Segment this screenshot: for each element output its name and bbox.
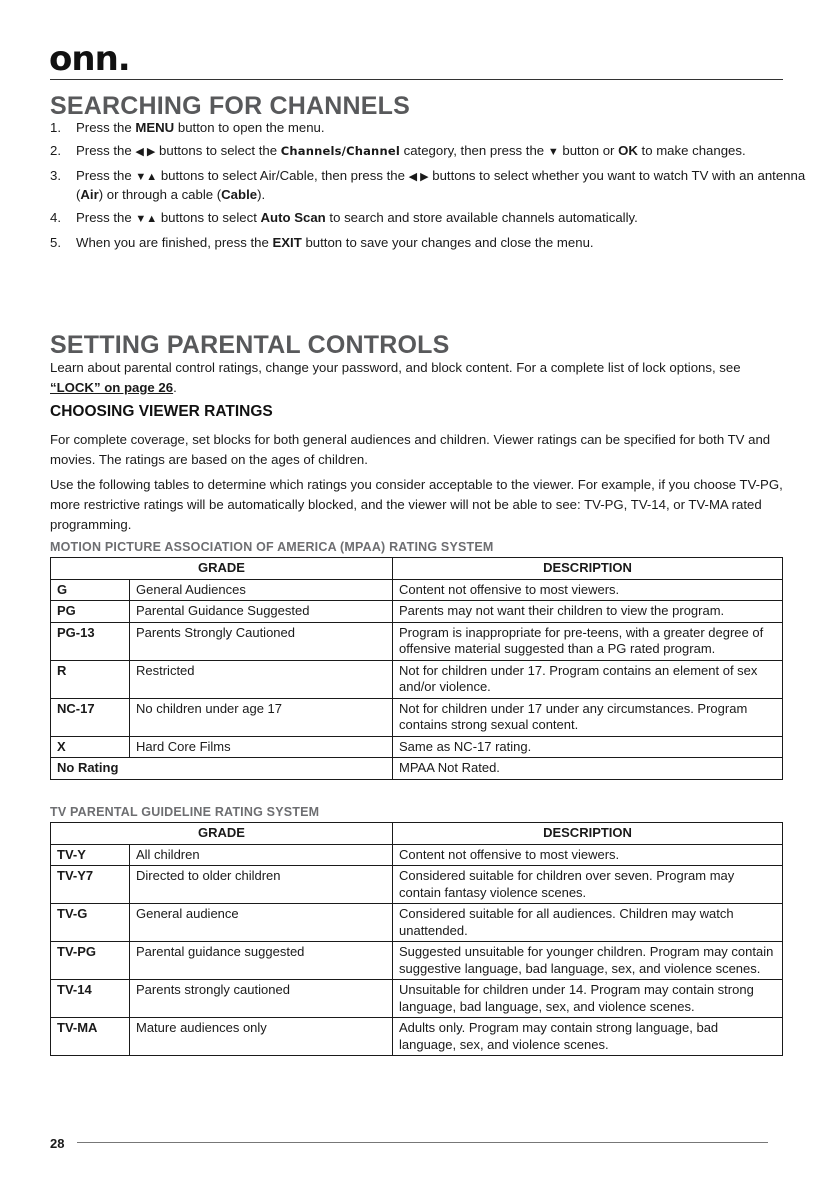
- grade-cell: No Rating: [51, 758, 393, 780]
- tv-table-caption: TV PARENTAL GUIDELINE RATING SYSTEM: [50, 805, 320, 819]
- grade-cell: PG-13: [51, 622, 130, 660]
- description-cell: Content not offensive to most viewers.: [393, 844, 783, 866]
- cable-option: Cable: [221, 187, 258, 202]
- grade-cell: TV-G: [51, 904, 130, 942]
- parental-intro: Learn about parental control ratings, change your password, and block content. For a complete list of lock options, see “LOCK” on page 26.: [50, 360, 741, 395]
- table-row: [51, 942, 783, 980]
- section-title-parental-controls: SETTING PARENTAL CONTROLS: [50, 331, 450, 359]
- meaning-cell: Directed to older children: [130, 866, 393, 904]
- auto-scan-option: Auto Scan: [260, 210, 326, 225]
- table-row: [51, 660, 783, 698]
- table-row: [51, 1018, 783, 1056]
- footer-divider: [77, 1142, 768, 1143]
- table-row: [51, 980, 783, 1018]
- ok-key: OK: [618, 143, 638, 158]
- air-option: Air: [80, 187, 99, 202]
- step-number: 5.: [50, 235, 61, 250]
- description-cell: MPAA Not Rated.: [393, 758, 783, 780]
- meaning-cell: Parental Guidance Suggested: [130, 601, 393, 623]
- meaning-cell: General Audiences: [130, 579, 393, 601]
- table-row: [51, 622, 783, 660]
- step-number: 1.: [50, 120, 61, 135]
- grade-cell: TV-Y: [51, 844, 130, 866]
- grade-cell: R: [51, 660, 130, 698]
- grade-cell: G: [51, 579, 130, 601]
- meaning-cell: Hard Core Films: [130, 736, 393, 758]
- channels-menu-label: Channels/Channel: [280, 144, 400, 158]
- meaning-cell: Restricted: [130, 660, 393, 698]
- step-1: 1. Press the MENU button to open the menu.: [50, 120, 325, 135]
- down-up-arrows-icon: ▼▲: [135, 171, 158, 183]
- grade-cell: PG: [51, 601, 130, 623]
- table-row: [51, 866, 783, 904]
- channel-steps-list: [50, 119, 810, 257]
- step-number: 4.: [50, 210, 61, 225]
- table-row: [51, 579, 783, 601]
- section-title-searching-channels: SEARCHING FOR CHANNELS: [50, 92, 410, 120]
- description-cell: Content not offensive to most viewers.: [393, 579, 783, 601]
- table-row: [51, 904, 783, 942]
- grade-cell: TV-14: [51, 980, 130, 1018]
- step-number: 2.: [50, 143, 61, 158]
- table-header-row: [51, 823, 783, 845]
- step-4: 4. Press the ▼▲ buttons to select Auto Scan to search and store available channels automatically.: [50, 209, 810, 228]
- meaning-cell: Parents Strongly Cautioned: [130, 622, 393, 660]
- description-header: DESCRIPTION: [393, 558, 783, 580]
- step-5: 5. When you are finished, press the EXIT button to save your changes and close the menu.: [50, 235, 594, 250]
- meaning-cell: Mature audiences only: [130, 1018, 393, 1056]
- exit-key: EXIT: [272, 235, 302, 250]
- description-cell: Same as NC-17 rating.: [393, 736, 783, 758]
- menu-key: MENU: [135, 120, 175, 135]
- left-right-arrows-icon: ◀ ▶: [408, 171, 429, 183]
- description-cell: Suggested unsuitable for younger children. Program may contain suggestive language, bad language, sex, and violence scenes.: [393, 942, 783, 980]
- table-row: [51, 736, 783, 758]
- description-cell: Unsuitable for children under 14. Program may contain strong language, bad language, sex, and violence scenes.: [393, 980, 783, 1018]
- left-right-arrows-icon: ◀ ▶: [135, 146, 156, 158]
- description-cell: Not for children under 17. Program contains an element of sex and/or violence.: [393, 660, 783, 698]
- description-cell: Considered suitable for all audiences. Children may watch unattended.: [393, 904, 783, 942]
- down-arrow-icon: ▼: [547, 146, 559, 158]
- tv-rating-table: [50, 822, 783, 1056]
- page-number: 28: [50, 1136, 65, 1151]
- coverage-paragraph: For complete coverage, set blocks for both general audiences and children. Viewer ratings can be specified for both TV and movies. The ratings are based on the ages of children.: [50, 432, 771, 467]
- grade-header: GRADE: [51, 558, 393, 580]
- step-2: 2. Press the ◀ ▶ buttons to select the Channels/Channel category, then press the ▼ button or OK to make changes.: [50, 142, 810, 161]
- grade-cell: NC-17: [51, 698, 130, 736]
- header-divider: [50, 79, 783, 80]
- subtitle-viewer-ratings: CHOOSING VIEWER RATINGS: [50, 403, 273, 420]
- meaning-cell: All children: [130, 844, 393, 866]
- step-3: 3. Press the ▼▲ buttons to select Air/Cable, then press the ◀ ▶ buttons to select whether you want to watch TV with an antenna (Air) or through a cable (Cable).: [50, 168, 806, 202]
- table-row: [51, 698, 783, 736]
- mpaa-table-caption: MOTION PICTURE ASSOCIATION OF AMERICA (MPAA) RATING SYSTEM: [50, 540, 494, 554]
- step-number: 3.: [50, 168, 61, 183]
- description-cell: Considered suitable for children over seven. Program may contain fantasy violence scenes.: [393, 866, 783, 904]
- description-cell: Not for children under 17 under any circumstances. Program contains strong sexual content.: [393, 698, 783, 736]
- table-header-row: [51, 558, 783, 580]
- description-cell: Parents may not want their children to view the program.: [393, 601, 783, 623]
- grade-cell: TV-MA: [51, 1018, 130, 1056]
- grade-cell: TV-Y7: [51, 866, 130, 904]
- meaning-cell: No children under age 17: [130, 698, 393, 736]
- table-row: [51, 601, 783, 623]
- mpaa-rating-table: [50, 557, 783, 780]
- description-header: DESCRIPTION: [393, 823, 783, 845]
- description-cell: Program is inappropriate for pre-teens, with a greater degree of offensive material suggested than a PG rated program.: [393, 622, 783, 660]
- usage-paragraph: Use the following tables to determine which ratings you consider acceptable to the viewer. For example, if you choose TV-PG, more restrictive ratings will be automatically blocked, and the viewer will not be able to see: TV-PG, TV-14, or TV-MA rated programming.: [50, 477, 783, 532]
- table-row: [51, 758, 783, 780]
- meaning-cell: Parents strongly cautioned: [130, 980, 393, 1018]
- table-row: [51, 844, 783, 866]
- brand-logo: onn.: [49, 39, 130, 79]
- grade-cell: TV-PG: [51, 942, 130, 980]
- description-cell: Adults only. Program may contain strong language, bad language, sex, and violence scenes.: [393, 1018, 783, 1056]
- grade-header: GRADE: [51, 823, 393, 845]
- grade-cell: X: [51, 736, 130, 758]
- meaning-cell: General audience: [130, 904, 393, 942]
- down-up-arrows-icon: ▼▲: [135, 213, 158, 225]
- lock-page-link[interactable]: “LOCK” on page 26: [50, 380, 174, 395]
- meaning-cell: Parental guidance suggested: [130, 942, 393, 980]
